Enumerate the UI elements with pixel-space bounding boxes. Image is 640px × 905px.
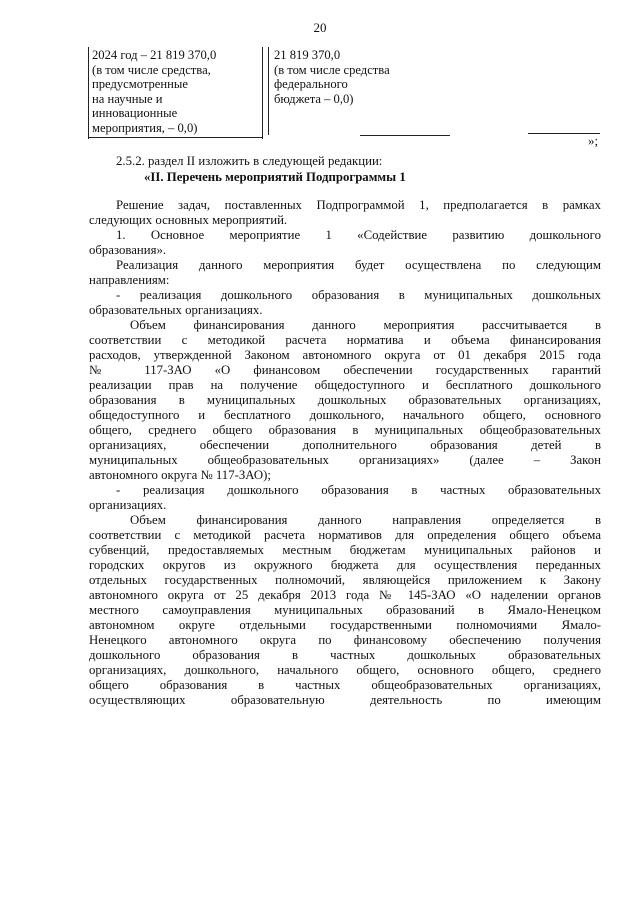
table-cell-line: мероприятия, – 0,0) (92, 120, 198, 135)
paragraph-line: общедоступного и бесплатного дошкольного, начального общего, основного (89, 408, 601, 422)
table-cell-line: федерального (274, 77, 348, 92)
paragraph-line: городских округов из окружного бюджета для осуществления переданных (89, 558, 601, 572)
table-cell-line: 2024 год – 21 819 370,0 (92, 48, 217, 62)
paragraph-line: соответствии с методикой расчета норматива и объема финансирования (89, 333, 601, 347)
table-bottom-rule-mid (360, 135, 450, 136)
paragraph-line: - реализация дошкольного образования в муниципальных дошкольных (116, 288, 601, 302)
closing-quote-mark: »; (588, 133, 599, 148)
paragraph-line: 1. Основное мероприятие 1 «Содействие развитию дошкольного (116, 228, 601, 242)
amendment-intro: 2.5.2. раздел II изложить в следующей редакции: (116, 154, 383, 168)
paragraph-line: № 117-ЗАО «О финансовом обеспечении государственных гарантий (89, 363, 601, 377)
paragraph-line: муниципальных общеобразовательных организациях» (далее – Закон (89, 453, 601, 467)
paragraph-line: образования». (89, 243, 167, 257)
paragraph-line: местного самоуправления муниципальных образований в Ямало-Ненецком (89, 603, 601, 617)
paragraph-line: автономном округе отдельными государственными полномочиями Ямало- (89, 618, 601, 632)
paragraph-line: общего образования в частных общеобразовательных организациях, (89, 678, 601, 692)
table-cell-line: 21 819 370,0 (274, 48, 341, 62)
paragraph-line: организациях, обеспечении дополнительного образования детей в (89, 438, 601, 452)
paragraph-line: отдельных государственных полномочий, являющейся приложением к Закону (89, 573, 601, 587)
table-cell-federal-amount (274, 48, 390, 106)
table-cell-year-amount (92, 48, 216, 136)
paragraph-line: - реализация дошкольного образования в частных образовательных (116, 483, 601, 497)
table-column-divider-inner (268, 47, 269, 135)
table-cell-line: на научные и (92, 91, 163, 106)
paragraph-line: соответствии с методикой расчета нормативов для определения общего объема (89, 528, 601, 542)
paragraph-line: реализации прав на получение общедоступного и бесплатного дошкольного (89, 378, 601, 392)
table-cell-line: бюджета – 0,0) (274, 91, 354, 106)
paragraph-line: образовательных организациях. (89, 303, 263, 317)
table-column-divider (262, 47, 263, 139)
table-cell-line: предусмотренные (92, 77, 188, 92)
table-cell-line: (в том числе средства, (92, 62, 211, 77)
paragraph-line: Реализация данного мероприятия будет осуществлена по следующим (116, 258, 601, 272)
paragraph-line: образования в муниципальных дошкольных образовательных организациях, (89, 393, 601, 407)
paragraph-line: организациях. (89, 498, 167, 512)
table-fragment (88, 47, 600, 139)
paragraph-line: осуществляющих образовательную деятельность по имеющим (89, 693, 601, 707)
paragraph-line: автономного округа от 25 декабря 2013 года № 145-ЗАО «О наделении органов (89, 588, 601, 602)
paragraph-line: субвенций, предоставляемых местным бюджетам муниципальных районов и (89, 543, 601, 557)
paragraph-line: следующих основных мероприятий. (89, 213, 288, 227)
table-cell-line: (в том числе средства (274, 62, 390, 77)
page-number: 20 (313, 20, 327, 35)
paragraph-line: общего, среднего общего образования в муниципальных общеобразовательных (89, 423, 601, 437)
paragraph-line: Объем финансирования данного направления определяется в (130, 513, 601, 527)
paragraph-line: Ненецкого автономного округа по финансовому обеспечению получения (89, 633, 601, 647)
section-heading: «II. Перечень мероприятий Подпрограммы 1 (144, 170, 406, 184)
table-cell-line: инновационные (92, 106, 178, 121)
paragraph-line: дошкольного образования в частных дошкольных образовательных (89, 648, 601, 662)
paragraph-line: организациях, дошкольного, начального общего, основного общего, среднего (89, 663, 601, 677)
paragraph-line: расходов, утвержденной Законом автономного округа от 01 декабря 2015 года (89, 348, 601, 362)
paragraph-line: Решение задач, поставленных Подпрограммой 1, предполагается в рамках (116, 198, 601, 212)
paragraph-line: направлениям: (89, 273, 170, 287)
table-bottom-rule-left (88, 137, 262, 138)
paragraph-line: автономного округа № 117-ЗАО); (89, 468, 271, 482)
paragraph-line: Объем финансирования данного мероприятия рассчитывается в (130, 318, 601, 332)
table-left-border (88, 47, 89, 139)
